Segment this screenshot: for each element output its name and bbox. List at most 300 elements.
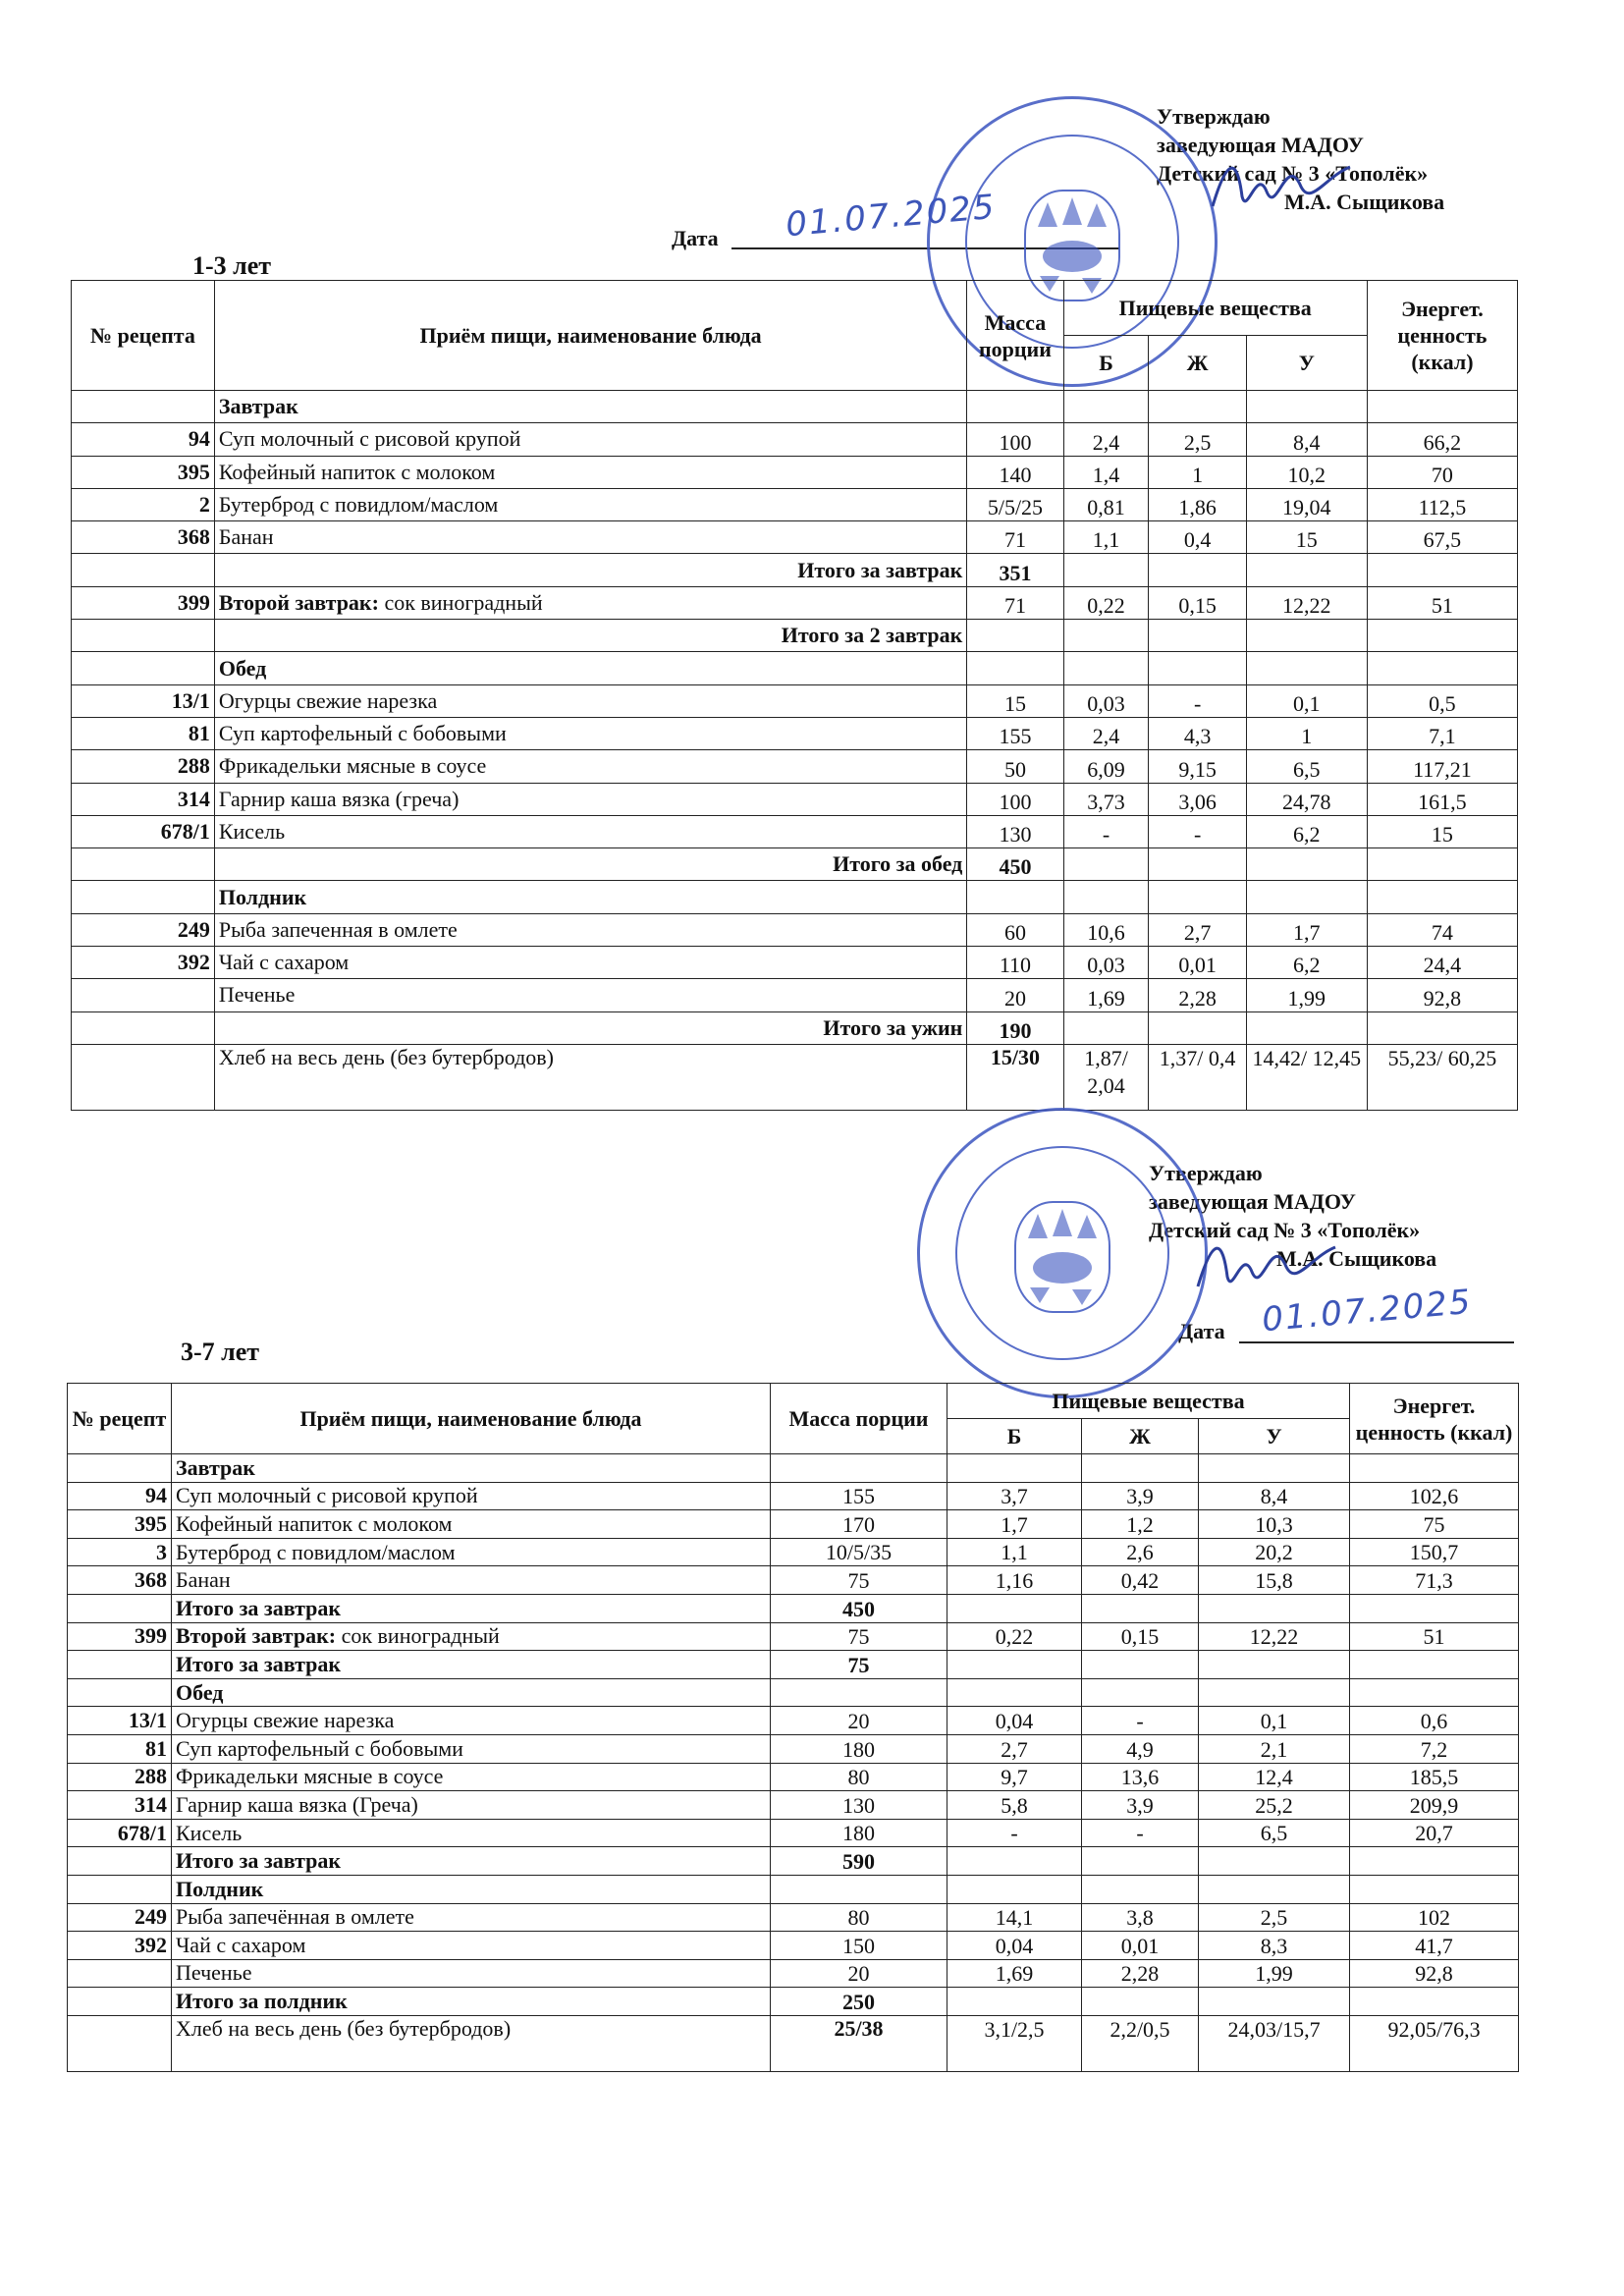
portion-mass-cell: 71: [967, 586, 1063, 619]
portion-mass-cell: 20: [771, 1959, 947, 1988]
nutrient-kcal-cell: 150,7: [1350, 1538, 1519, 1566]
nutrient-kcal-cell: 92,05/76,3: [1350, 2015, 1519, 2071]
empty-cell: [1149, 652, 1246, 684]
meal-total-label: Итого за полдник: [172, 1988, 771, 2016]
recipe-num-cell: 13/1: [72, 684, 215, 717]
dish-name-cell: Гарнир каша вязка (греча): [214, 783, 966, 815]
table-row: [72, 881, 1518, 913]
table-row: [72, 521, 1518, 554]
dish-name-cell: [214, 586, 966, 619]
empty-cell: [967, 391, 1063, 423]
nutrient-u-cell: 19,04: [1246, 488, 1367, 520]
portion-mass-cell: 71: [967, 521, 1063, 554]
dish-name-cell: Рыба запеченная в омлете: [214, 913, 966, 946]
empty-cell: [1082, 1651, 1199, 1679]
table-row: [68, 1819, 1519, 1847]
empty-cell: [1246, 848, 1367, 881]
table-row: [68, 1482, 1519, 1510]
table-row: [72, 620, 1518, 652]
nutrient-u-cell: 24,78: [1246, 783, 1367, 815]
recipe-num-cell: 399: [72, 586, 215, 619]
table-row: [72, 717, 1518, 749]
recipe-num-cell: [72, 554, 215, 586]
nutrient-u-cell: 10,3: [1199, 1510, 1350, 1539]
nutrient-zh-cell: 2,28: [1082, 1959, 1199, 1988]
nutrient-b-cell: 3,73: [1063, 783, 1149, 815]
nutrient-u-cell: 0,1: [1246, 684, 1367, 717]
empty-cell: [1367, 881, 1517, 913]
nutrient-kcal-cell: 0,5: [1367, 684, 1517, 717]
nutrient-zh-cell: 0,15: [1149, 586, 1246, 619]
nutrient-zh-cell: -: [1082, 1707, 1199, 1735]
nutrient-b-cell: 1,87/ 2,04: [1063, 1044, 1149, 1110]
dish-name-cell: Чай с сахаром: [214, 947, 966, 979]
table-row: [72, 1044, 1518, 1110]
table-row: [68, 1622, 1519, 1651]
dish-name-cell: [172, 1622, 771, 1651]
empty-cell: [1246, 391, 1367, 423]
empty-cell: [947, 1454, 1082, 1483]
dish-name-cell: Кофейный напиток с молоком: [172, 1510, 771, 1539]
empty-cell: [771, 1678, 947, 1707]
empty-cell: [1063, 391, 1149, 423]
nutrient-b-cell: 1,1: [1063, 521, 1149, 554]
nutrient-zh-cell: 2,7: [1149, 913, 1246, 946]
nutrient-kcal-cell: 67,5: [1367, 521, 1517, 554]
nutrient-b-cell: 1,7: [947, 1510, 1082, 1539]
portion-mass-cell: 20: [771, 1707, 947, 1735]
recipe-num-cell: [72, 848, 215, 881]
nutrient-b-cell: 5,8: [947, 1791, 1082, 1820]
nutrient-b-cell: -: [947, 1819, 1082, 1847]
nutrient-b-cell: 0,22: [1063, 586, 1149, 619]
nutrient-u-cell: 1,99: [1199, 1959, 1350, 1988]
nutrient-u-cell: 8,4: [1246, 423, 1367, 456]
nutrient-u-cell: 12,4: [1199, 1763, 1350, 1791]
nutrient-kcal-cell: 7,2: [1350, 1734, 1519, 1763]
nutrient-b-cell: 2,7: [947, 1734, 1082, 1763]
empty-cell: [1367, 620, 1517, 652]
empty-cell: [1063, 881, 1149, 913]
nutrient-kcal-cell: 51: [1350, 1622, 1519, 1651]
menu-table-1-3: [71, 280, 1518, 1111]
empty-cell: [1063, 1011, 1149, 1044]
nutrient-u-cell: 24,03/15,7: [1199, 2015, 1350, 2071]
nutrient-u-cell: 6,2: [1246, 947, 1367, 979]
empty-cell: [1199, 1847, 1350, 1876]
nutrient-b-cell: 2,4: [1063, 717, 1149, 749]
col-dish-header: Приём пищи, наименование блюда: [172, 1384, 771, 1454]
nutrient-kcal-cell: 92,8: [1350, 1959, 1519, 1988]
nutrient-kcal-cell: 66,2: [1367, 423, 1517, 456]
seal-emblem-icon: [920, 1111, 1205, 1395]
table-row: [72, 586, 1518, 619]
empty-cell: [1082, 1988, 1199, 2016]
nutrient-kcal-cell: 7,1: [1367, 717, 1517, 749]
recipe-num-cell: 392: [68, 1932, 172, 1960]
nutrient-kcal-cell: 20,7: [1350, 1819, 1519, 1847]
nutrient-zh-cell: 13,6: [1082, 1763, 1199, 1791]
nutrient-zh-cell: 3,06: [1149, 783, 1246, 815]
portion-mass-cell: 180: [771, 1819, 947, 1847]
approval-line: Детский сад № 3 «Тополёк»: [1157, 161, 1429, 186]
empty-cell: [1149, 391, 1246, 423]
col-u-header: У: [1246, 336, 1367, 391]
empty-cell: [1246, 881, 1367, 913]
nutrient-kcal-cell: 102: [1350, 1903, 1519, 1932]
portion-mass-cell: 180: [771, 1734, 947, 1763]
empty-cell: [1082, 1847, 1199, 1876]
portion-mass-cell: 155: [771, 1482, 947, 1510]
nutrient-zh-cell: 4,3: [1149, 717, 1246, 749]
approval-line: заведующая МАДОУ: [1157, 133, 1364, 157]
empty-cell: [1199, 1594, 1350, 1622]
meal-section-title: Полдник: [172, 1875, 771, 1903]
recipe-num-cell: [68, 2015, 172, 2071]
portion-mass-cell: 15: [967, 684, 1063, 717]
recipe-num-cell: 368: [72, 521, 215, 554]
dish-name-cell: Банан: [172, 1566, 771, 1595]
recipe-num-cell: [68, 1959, 172, 1988]
table-row: [68, 1454, 1519, 1483]
portion-mass-cell: 50: [967, 750, 1063, 783]
table-row: [68, 1988, 1519, 2016]
nutrient-u-cell: 20,2: [1199, 1538, 1350, 1566]
nutrient-kcal-cell: 15: [1367, 815, 1517, 847]
meal-total-mass: 190: [967, 1011, 1063, 1044]
recipe-num-cell: [68, 1988, 172, 2016]
empty-cell: [1199, 1651, 1350, 1679]
meal-total-label: Итого за завтрак: [214, 554, 966, 586]
nutrient-b-cell: 0,03: [1063, 947, 1149, 979]
table-row: [68, 1763, 1519, 1791]
empty-cell: [1082, 1454, 1199, 1483]
nutrient-u-cell: 6,5: [1199, 1819, 1350, 1847]
second-breakfast-label: Второй завтрак:: [218, 589, 379, 615]
nutrient-b-cell: 0,22: [947, 1622, 1082, 1651]
empty-cell: [947, 1847, 1082, 1876]
empty-cell: [1082, 1594, 1199, 1622]
col-nutrients-header: Пищевые вещества: [947, 1384, 1350, 1419]
table-row: [68, 1678, 1519, 1707]
portion-mass-cell: 100: [967, 423, 1063, 456]
col-dish-header: Приём пищи, наименование блюда: [214, 281, 966, 391]
empty-cell: [1246, 620, 1367, 652]
recipe-num-cell: [68, 1454, 172, 1483]
nutrient-b-cell: 10,6: [1063, 913, 1149, 946]
nutrient-zh-cell: 1,2: [1082, 1510, 1199, 1539]
portion-mass-cell: 60: [967, 913, 1063, 946]
table-row: [72, 652, 1518, 684]
portion-mass-cell: 140: [967, 456, 1063, 488]
meal-total-label: Итого за ужин: [214, 1011, 966, 1044]
recipe-num-cell: 395: [68, 1510, 172, 1539]
nutrient-b-cell: 1,69: [1063, 979, 1149, 1011]
table-row: [68, 1734, 1519, 1763]
empty-cell: [1350, 1988, 1519, 2016]
dish-name-cell: Кофейный напиток с молоком: [214, 456, 966, 488]
table-row: [68, 1538, 1519, 1566]
table-row: [68, 1875, 1519, 1903]
table-row: [68, 1594, 1519, 1622]
meal-section-title: Полдник: [214, 881, 966, 913]
col-nutrients-header: Пищевые вещества: [1063, 281, 1367, 336]
table-row: [68, 2015, 1519, 2071]
meal-total-mass: 450: [967, 848, 1063, 881]
dish-name-cell: Фрикадельки мясные в соусе: [172, 1763, 771, 1791]
table-row: [72, 979, 1518, 1011]
nutrient-u-cell: 15,8: [1199, 1566, 1350, 1595]
table-row: [68, 1903, 1519, 1932]
nutrient-zh-cell: 3,8: [1082, 1903, 1199, 1932]
recipe-num-cell: [72, 979, 215, 1011]
col-recipe-header: № рецепт: [68, 1384, 172, 1454]
nutrient-b-cell: 1,1: [947, 1538, 1082, 1566]
nutrient-u-cell: 6,2: [1246, 815, 1367, 847]
dish-name-cell: Банан: [214, 521, 966, 554]
nutrient-b-cell: 1,4: [1063, 456, 1149, 488]
nutrient-u-cell: 0,1: [1199, 1707, 1350, 1735]
empty-cell: [1367, 848, 1517, 881]
dish-name-cell: Огурцы свежие нарезка: [172, 1707, 771, 1735]
empty-cell: [1149, 554, 1246, 586]
nutrient-b-cell: 9,7: [947, 1763, 1082, 1791]
nutrient-u-cell: 14,42/ 12,45: [1246, 1044, 1367, 1110]
nutrient-kcal-cell: 71,3: [1350, 1566, 1519, 1595]
table-row: [68, 1847, 1519, 1876]
empty-cell: [1199, 1678, 1350, 1707]
nutrient-kcal-cell: 117,21: [1367, 750, 1517, 783]
col-b-header: Б: [947, 1419, 1082, 1454]
recipe-num-cell: 249: [72, 913, 215, 946]
empty-cell: [947, 1875, 1082, 1903]
recipe-num-cell: 81: [72, 717, 215, 749]
nutrient-u-cell: 6,5: [1246, 750, 1367, 783]
dish-name-cell: Суп картофельный с бобовыми: [214, 717, 966, 749]
date-value-top: 01.07.2025: [784, 187, 999, 246]
recipe-num-cell: 94: [68, 1482, 172, 1510]
dish-name-cell: Гарнир каша вязка (Греча): [172, 1791, 771, 1820]
recipe-num-cell: [68, 1678, 172, 1707]
recipe-num-cell: [68, 1847, 172, 1876]
recipe-num-cell: 678/1: [72, 815, 215, 847]
nutrient-kcal-cell: 24,4: [1367, 947, 1517, 979]
nutrient-b-cell: 1,69: [947, 1959, 1082, 1988]
dish-name-cell: Бутерброд с повидлом/маслом: [172, 1538, 771, 1566]
nutrient-b-cell: 0,04: [947, 1707, 1082, 1735]
table-row: [72, 750, 1518, 783]
nutrient-kcal-cell: 161,5: [1367, 783, 1517, 815]
table-row: [72, 488, 1518, 520]
table-row: [68, 1959, 1519, 1988]
approval-line: заведующая МАДОУ: [1149, 1189, 1356, 1214]
nutrient-kcal-cell: 0,6: [1350, 1707, 1519, 1735]
recipe-num-cell: [72, 652, 215, 684]
portion-mass-cell: 130: [967, 815, 1063, 847]
nutrient-u-cell: 25,2: [1199, 1791, 1350, 1820]
portion-mass-cell: 130: [771, 1791, 947, 1820]
portion-mass-cell: 25/38: [771, 2015, 947, 2071]
dish-name-cell: Чай с сахаром: [172, 1932, 771, 1960]
nutrient-u-cell: 15: [1246, 521, 1367, 554]
nutrient-zh-cell: 0,01: [1149, 947, 1246, 979]
empty-cell: [1149, 881, 1246, 913]
table-row: [68, 1791, 1519, 1820]
col-zh-header: Ж: [1149, 336, 1246, 391]
dish-name-cell: Кисель: [214, 815, 966, 847]
recipe-num-cell: 399: [68, 1622, 172, 1651]
nutrient-u-cell: 10,2: [1246, 456, 1367, 488]
table-row: [72, 1011, 1518, 1044]
table-row: [68, 1566, 1519, 1595]
signature-icon: [1208, 147, 1355, 226]
empty-cell: [947, 1594, 1082, 1622]
approval-line: Утверждаю: [1149, 1161, 1263, 1185]
empty-cell: [1063, 554, 1149, 586]
nutrient-kcal-cell: 70: [1367, 456, 1517, 488]
empty-cell: [1350, 1847, 1519, 1876]
meal-section-title: Завтрак: [214, 391, 966, 423]
nutrient-b-cell: 6,09: [1063, 750, 1149, 783]
empty-cell: [771, 1454, 947, 1483]
empty-cell: [1350, 1875, 1519, 1903]
empty-cell: [947, 1988, 1082, 2016]
nutrient-kcal-cell: 92,8: [1367, 979, 1517, 1011]
nutrient-zh-cell: -: [1082, 1819, 1199, 1847]
nutrient-kcal-cell: 102,6: [1350, 1482, 1519, 1510]
nutrient-kcal-cell: 41,7: [1350, 1932, 1519, 1960]
nutrient-zh-cell: 1,37/ 0,4: [1149, 1044, 1246, 1110]
empty-cell: [1246, 652, 1367, 684]
recipe-num-cell: [72, 1011, 215, 1044]
nutrient-b-cell: 2,4: [1063, 423, 1149, 456]
nutrient-u-cell: 2,1: [1199, 1734, 1350, 1763]
recipe-num-cell: 249: [68, 1903, 172, 1932]
meal-total-label: Итого за 2 завтрак: [214, 620, 966, 652]
approval-line: М.А. Сыщикова: [1276, 1246, 1437, 1271]
dish-name-cell: Рыба запечённая в омлете: [172, 1903, 771, 1932]
recipe-num-cell: 81: [68, 1734, 172, 1763]
meal-section-title: Обед: [172, 1678, 771, 1707]
empty-cell: [1199, 1875, 1350, 1903]
meal-total-label: Итого за завтрак: [172, 1847, 771, 1876]
empty-cell: [1149, 848, 1246, 881]
recipe-num-cell: 94: [72, 423, 215, 456]
recipe-num-cell: 314: [72, 783, 215, 815]
meal-total-mass: 75: [771, 1651, 947, 1679]
recipe-num-cell: [68, 1875, 172, 1903]
col-recipe-header: № рецепта: [72, 281, 215, 391]
col-mass-header: Масса порции: [967, 281, 1063, 391]
portion-mass-cell: 75: [771, 1566, 947, 1595]
approval-line: М.А. Сыщикова: [1284, 190, 1445, 214]
recipe-num-cell: [68, 1594, 172, 1622]
empty-cell: [967, 652, 1063, 684]
nutrient-kcal-cell: 74: [1367, 913, 1517, 946]
nutrient-kcal-cell: 185,5: [1350, 1763, 1519, 1791]
dish-name-cell: Фрикадельки мясные в соусе: [214, 750, 966, 783]
nutrient-b-cell: 3,1/2,5: [947, 2015, 1082, 2071]
nutrient-zh-cell: 2,28: [1149, 979, 1246, 1011]
col-energy-header: Энергет. ценность (ккал): [1367, 281, 1517, 391]
portion-mass-cell: 155: [967, 717, 1063, 749]
signature-icon: [1193, 1228, 1340, 1306]
nutrient-zh-cell: 0,01: [1082, 1932, 1199, 1960]
dish-name-cell: Суп молочный с рисовой крупой: [214, 423, 966, 456]
second-breakfast-label: Второй завтрак:: [176, 1623, 337, 1649]
empty-cell: [1082, 1678, 1199, 1707]
empty-cell: [1199, 1454, 1350, 1483]
dish-name-cell: Суп картофельный с бобовыми: [172, 1734, 771, 1763]
col-b-header: Б: [1063, 336, 1149, 391]
nutrient-zh-cell: 1,86: [1149, 488, 1246, 520]
nutrient-kcal-cell: 112,5: [1367, 488, 1517, 520]
recipe-num-cell: 314: [68, 1791, 172, 1820]
nutrient-zh-cell: -: [1149, 684, 1246, 717]
nutrient-kcal-cell: 55,23/ 60,25: [1367, 1044, 1517, 1110]
approval-line: Детский сад № 3 «Тополёк»: [1149, 1218, 1421, 1242]
table-row: [68, 1932, 1519, 1960]
empty-cell: [1246, 1011, 1367, 1044]
nutrient-u-cell: 8,4: [1199, 1482, 1350, 1510]
recipe-num-cell: [68, 1651, 172, 1679]
empty-cell: [1367, 391, 1517, 423]
recipe-num-cell: 678/1: [68, 1819, 172, 1847]
meal-total-mass: 351: [967, 554, 1063, 586]
dish-name-cell: Хлеб на весь день (без бутербродов): [214, 1044, 966, 1110]
empty-cell: [1350, 1594, 1519, 1622]
table-row: [72, 554, 1518, 586]
nutrient-kcal-cell: 51: [1367, 586, 1517, 619]
portion-mass-cell: 80: [771, 1763, 947, 1791]
empty-cell: [1246, 554, 1367, 586]
nutrient-u-cell: 8,3: [1199, 1932, 1350, 1960]
nutrient-b-cell: 0,81: [1063, 488, 1149, 520]
empty-cell: [1367, 554, 1517, 586]
dish-name: сок виноградный: [336, 1623, 500, 1649]
empty-cell: [1367, 1011, 1517, 1044]
nutrient-u-cell: 12,22: [1246, 586, 1367, 619]
date-value-bottom: 01.07.2025: [1260, 1282, 1475, 1340]
recipe-num-cell: [72, 1044, 215, 1110]
age-group-label: 3-7 лет: [181, 1338, 260, 1366]
nutrient-u-cell: 1,99: [1246, 979, 1367, 1011]
portion-mass-cell: 15/30: [967, 1044, 1063, 1110]
meal-total-mass: 450: [771, 1594, 947, 1622]
empty-cell: [947, 1651, 1082, 1679]
recipe-num-cell: 368: [68, 1566, 172, 1595]
table-row: [72, 947, 1518, 979]
date-underline-bottom: [1239, 1341, 1514, 1343]
table-row: [68, 1510, 1519, 1539]
portion-mass-cell: 170: [771, 1510, 947, 1539]
portion-mass-cell: 100: [967, 783, 1063, 815]
nutrient-kcal-cell: 209,9: [1350, 1791, 1519, 1820]
nutrient-u-cell: 2,5: [1199, 1903, 1350, 1932]
empty-cell: [1149, 1011, 1246, 1044]
date-label-bottom: Дата: [1178, 1319, 1225, 1343]
nutrient-zh-cell: 2,2/0,5: [1082, 2015, 1199, 2071]
empty-cell: [771, 1875, 947, 1903]
recipe-num-cell: [72, 391, 215, 423]
round-seal-stamp: [917, 1108, 1208, 1398]
col-mass-header: Масса порции: [771, 1384, 947, 1454]
empty-cell: [1367, 652, 1517, 684]
nutrient-zh-cell: -: [1149, 815, 1246, 847]
table-row: [68, 1651, 1519, 1679]
nutrient-b-cell: 0,04: [947, 1932, 1082, 1960]
meal-total-label: Итого за завтрак: [172, 1651, 771, 1679]
